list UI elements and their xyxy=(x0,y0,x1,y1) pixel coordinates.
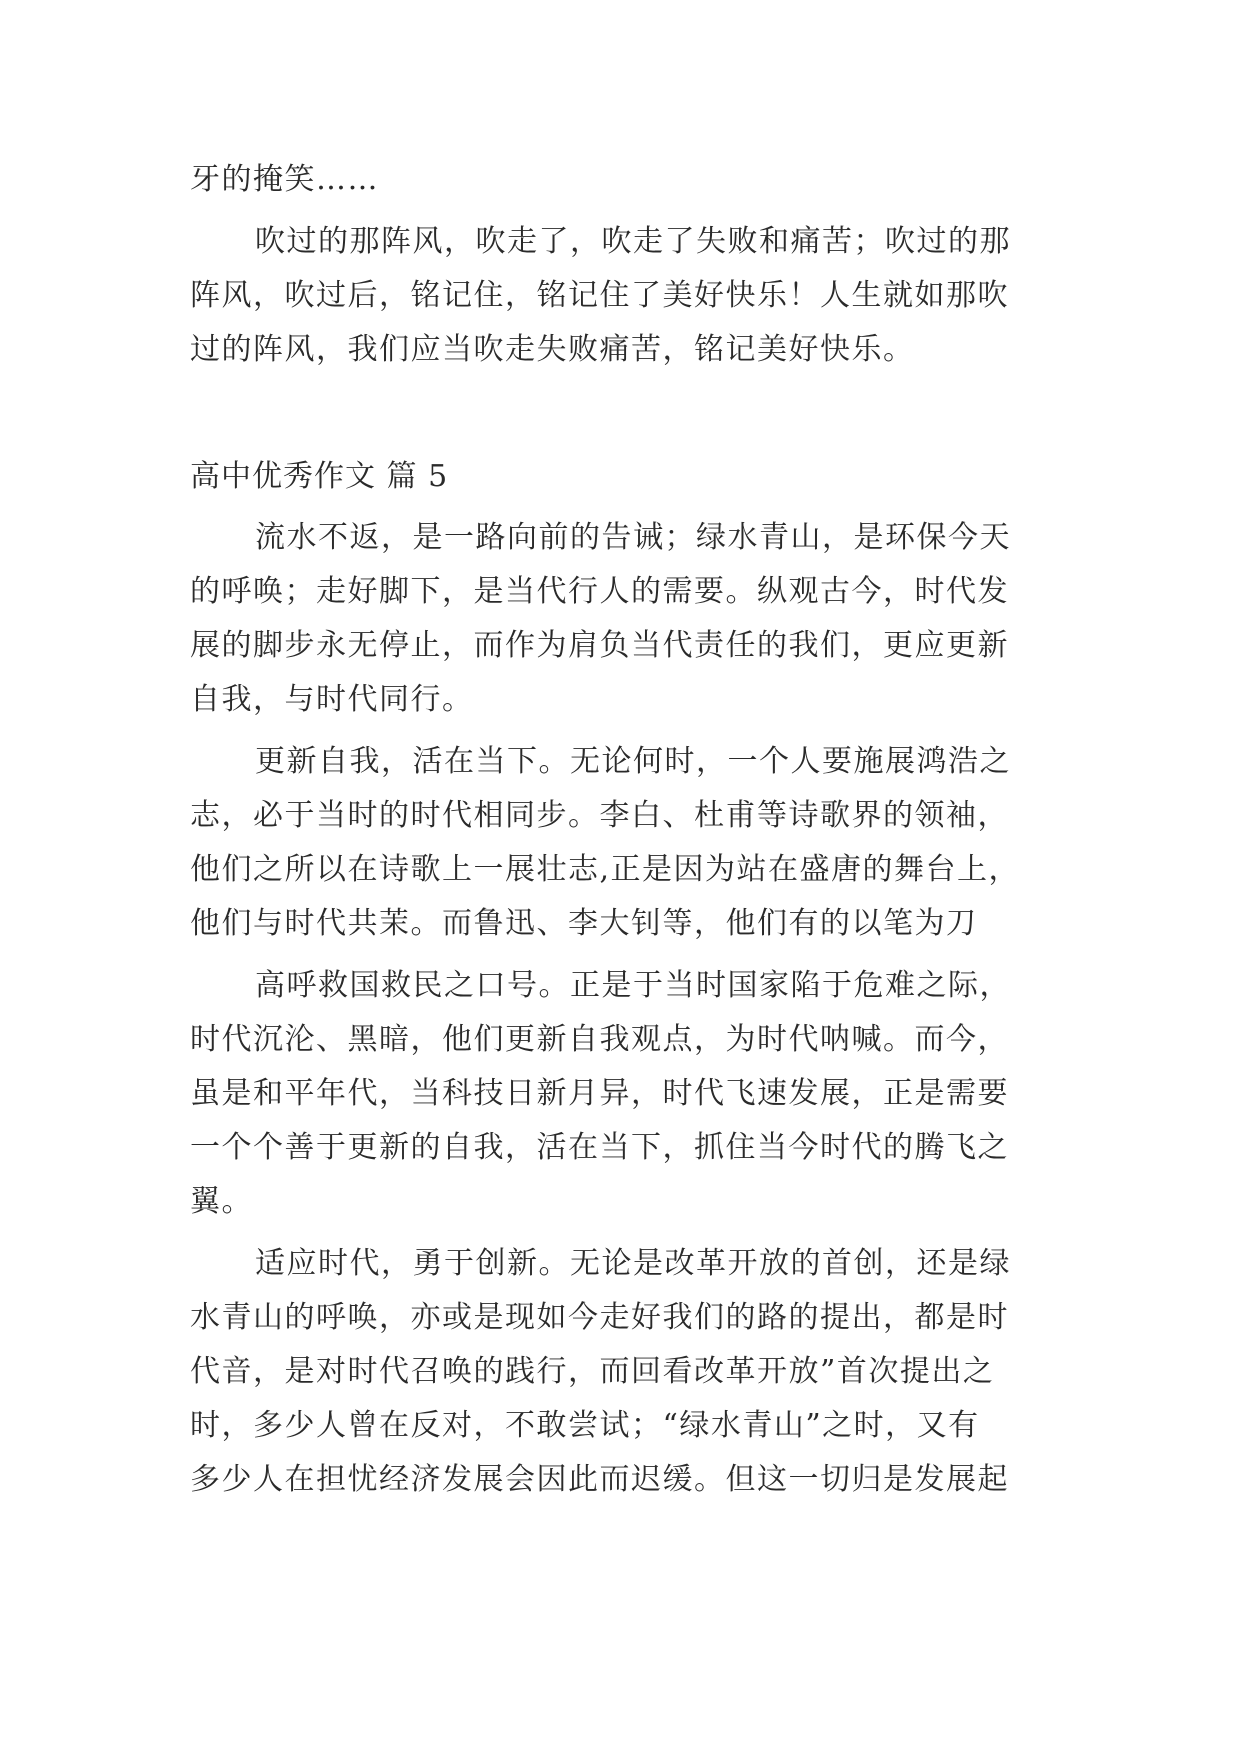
text-line: 多少人在担忧经济发展会因此而迟缓。但这一切归是发展起 xyxy=(190,1462,1009,1497)
text-line: 的呼唤；走好脚下，是当代行人的需要。纵观古今，时代发 xyxy=(190,574,1009,609)
text-line: 牙的掩笑…… xyxy=(190,162,379,197)
section-heading: 高中优秀作文 篇 5 xyxy=(190,459,449,494)
text-line: 展的脚步永无停止，而作为肩负当代责任的我们，更应更新 xyxy=(190,628,1009,663)
text-line: 他们之所以在诗歌上一展壮志,正是因为站在盛唐的舞台上， xyxy=(190,852,1021,887)
text-line: 时代沉沦、黑暗，他们更新自我观点，为时代呐喊。而今， xyxy=(190,1022,1009,1057)
text-line: 志，必于当时的时代相同步。李白、杜甫等诗歌界的领袖， xyxy=(190,798,1009,833)
text-line: 虽是和平年代，当科技日新月异，时代飞速发展，正是需要 xyxy=(190,1076,1009,1111)
paragraph-start-line: 高呼救国救民之口号。正是于当时国家陷于危难之际， xyxy=(255,968,1011,1003)
paragraph-start-line: 更新自我，活在当下。无论何时，一个人要施展鸿浩之 xyxy=(255,744,1011,779)
text-line: 翼。 xyxy=(190,1184,253,1219)
text-line: 水青山的呼唤，亦或是现如今走好我们的路的提出，都是时 xyxy=(190,1300,1009,1335)
paragraph-start-line: 适应时代，勇于创新。无论是改革开放的首创，还是绿 xyxy=(255,1246,1011,1281)
text-line: 代音，是对时代召唤的践行，而回看改革开放”首次提出之 xyxy=(190,1354,995,1389)
text-line: 过的阵风，我们应当吹走失败痛苦，铭记美好快乐。 xyxy=(190,332,915,367)
text-line: 一个个善于更新的自我，活在当下，抓住当今时代的腾飞之 xyxy=(190,1130,1009,1165)
text-line: 自我，与时代同行。 xyxy=(190,682,474,717)
text-line: 时，多少人曾在反对，不敢尝试；“绿水青山”之时，又有 xyxy=(190,1408,980,1443)
text-line: 阵风，吹过后，铭记住，铭记住了美好快乐！人生就如那吹 xyxy=(190,278,1009,313)
text-line: 他们与时代共茉。而鲁迅、李大钊等，他们有的以笔为刀 xyxy=(190,906,978,941)
paragraph-start-line: 流水不返，是一路向前的告诫；绿水青山，是环保今天 xyxy=(255,520,1011,555)
paragraph-start-line: 吹过的那阵风，吹走了，吹走了失败和痛苦；吹过的那 xyxy=(255,224,1011,259)
